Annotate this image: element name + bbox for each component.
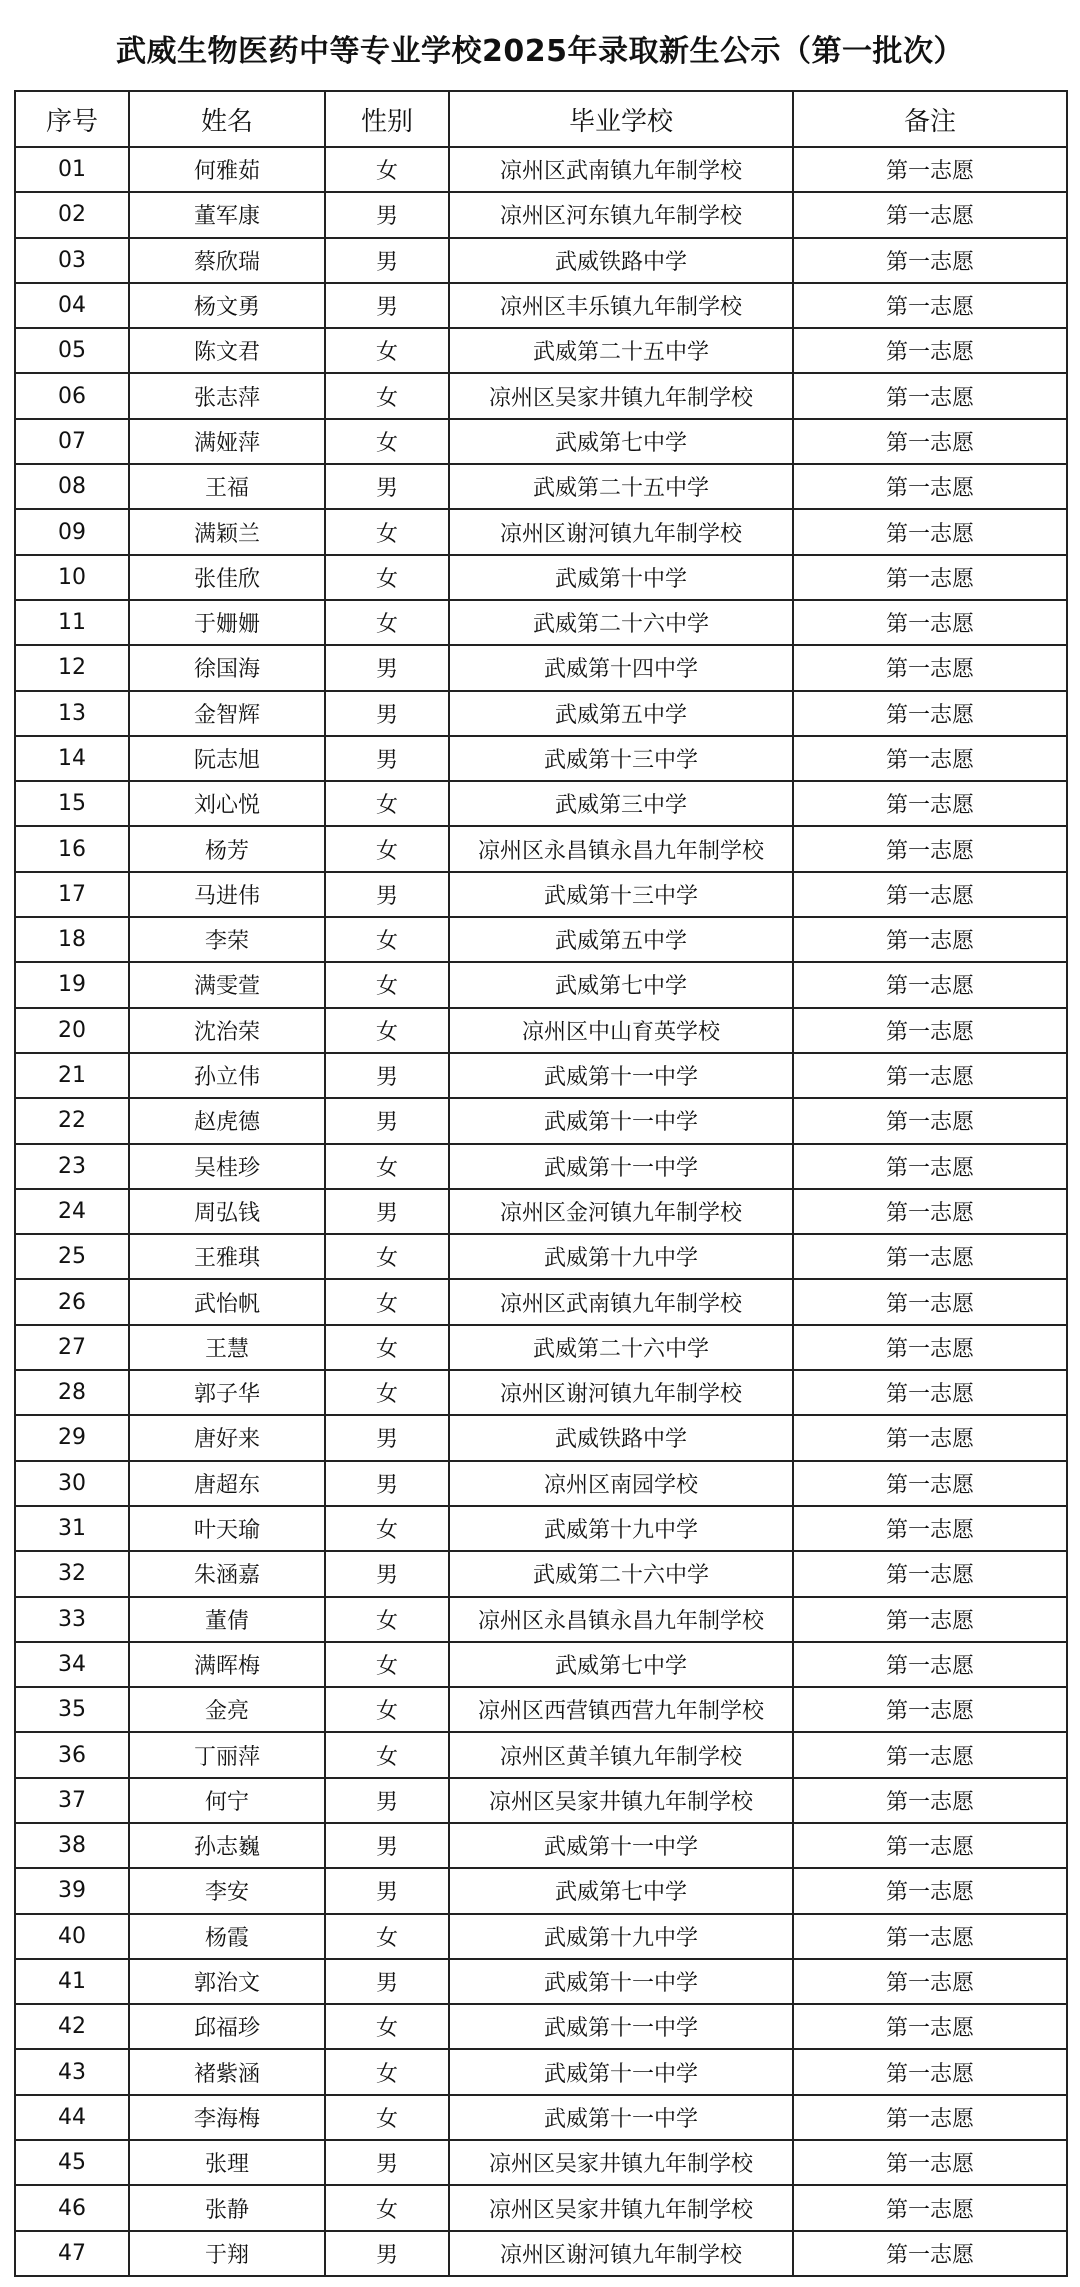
cell-school: 武威第七中学: [449, 962, 793, 1007]
cell-gender: 女: [325, 147, 449, 192]
cell-gender: 男: [325, 645, 449, 690]
document-title: 武威生物医药中等专业学校2025年录取新生公示（第一批次）: [116, 34, 964, 69]
cell-name: 金亮: [129, 1687, 325, 1732]
cell-gender: 女: [325, 2004, 449, 2049]
cell-gender: 女: [325, 1914, 449, 1959]
table-row: [15, 1778, 1067, 1823]
cell-note: 第一志愿: [793, 1370, 1067, 1415]
cell-number: 28: [15, 1370, 129, 1415]
cell-school: 凉州区谢河镇九年制学校: [449, 509, 793, 554]
table-row: [15, 328, 1067, 373]
table-row: [15, 826, 1067, 871]
table-row: [15, 1642, 1067, 1687]
cell-gender: 女: [325, 1642, 449, 1687]
cell-number: 12: [15, 645, 129, 690]
table-row: [15, 691, 1067, 736]
cell-gender: 女: [325, 1325, 449, 1370]
cell-gender: 女: [325, 781, 449, 826]
cell-number: 05: [15, 328, 129, 373]
table-row: [15, 192, 1067, 237]
cell-note: 第一志愿: [793, 1959, 1067, 2004]
cell-school: 武威第十四中学: [449, 645, 793, 690]
cell-gender: 女: [325, 917, 449, 962]
cell-school: 武威第十九中学: [449, 1234, 793, 1279]
cell-school: 武威第十一中学: [449, 2049, 793, 2094]
cell-gender: 女: [325, 600, 449, 645]
cell-school: 武威第十一中学: [449, 1098, 793, 1143]
cell-number: 29: [15, 1415, 129, 1460]
table-row: [15, 781, 1067, 826]
cell-gender: 男: [325, 1461, 449, 1506]
cell-note: 第一志愿: [793, 1687, 1067, 1732]
cell-name: 于翔: [129, 2231, 325, 2276]
cell-number: 25: [15, 1234, 129, 1279]
cell-name: 于姗姗: [129, 600, 325, 645]
cell-gender: 男: [325, 1415, 449, 1460]
cell-number: 33: [15, 1597, 129, 1642]
cell-note: 第一志愿: [793, 1506, 1067, 1551]
header-gender: 性别: [325, 91, 449, 147]
cell-school: 凉州区吴家井镇九年制学校: [449, 1778, 793, 1823]
cell-note: 第一志愿: [793, 283, 1067, 328]
cell-gender: 女: [325, 2095, 449, 2140]
cell-number: 36: [15, 1732, 129, 1777]
cell-gender: 男: [325, 1778, 449, 1823]
table-row: [15, 1597, 1067, 1642]
cell-school: 武威第十一中学: [449, 1823, 793, 1868]
cell-gender: 男: [325, 2140, 449, 2185]
table-row: [15, 238, 1067, 283]
cell-note: 第一志愿: [793, 373, 1067, 418]
cell-number: 41: [15, 1959, 129, 2004]
cell-name: 马进伟: [129, 872, 325, 917]
cell-gender: 女: [325, 1370, 449, 1415]
cell-number: 10: [15, 555, 129, 600]
cell-school: 凉州区谢河镇九年制学校: [449, 2231, 793, 2276]
header-note: 备注: [793, 91, 1067, 147]
cell-school: 武威第二十五中学: [449, 328, 793, 373]
cell-name: 张志萍: [129, 373, 325, 418]
cell-gender: 女: [325, 328, 449, 373]
table-row: [15, 1868, 1067, 1913]
table-row: [15, 1732, 1067, 1777]
cell-school: 武威第五中学: [449, 917, 793, 962]
cell-school: 凉州区西营镇西营九年制学校: [449, 1687, 793, 1732]
cell-school: 武威第十一中学: [449, 2095, 793, 2140]
table-row: [15, 1687, 1067, 1732]
cell-school: 凉州区南园学校: [449, 1461, 793, 1506]
cell-name: 刘心悦: [129, 781, 325, 826]
table-row: [15, 1008, 1067, 1053]
cell-school: 武威第十九中学: [449, 1914, 793, 1959]
cell-number: 21: [15, 1053, 129, 1098]
table-row: [15, 2231, 1067, 2276]
cell-gender: 男: [325, 1098, 449, 1143]
cell-school: 凉州区武南镇九年制学校: [449, 147, 793, 192]
cell-number: 17: [15, 872, 129, 917]
cell-gender: 女: [325, 1144, 449, 1189]
table-row: [15, 373, 1067, 418]
cell-note: 第一志愿: [793, 419, 1067, 464]
cell-note: 第一志愿: [793, 238, 1067, 283]
header-number: 序号: [15, 91, 129, 147]
table-header-row: [15, 91, 1067, 147]
cell-note: 第一志愿: [793, 1234, 1067, 1279]
cell-name: 丁丽萍: [129, 1732, 325, 1777]
cell-school: 武威第十一中学: [449, 2004, 793, 2049]
cell-note: 第一志愿: [793, 872, 1067, 917]
cell-number: 30: [15, 1461, 129, 1506]
cell-school: 凉州区河东镇九年制学校: [449, 192, 793, 237]
cell-school: 武威第十一中学: [449, 1053, 793, 1098]
cell-school: 凉州区丰乐镇九年制学校: [449, 283, 793, 328]
table-row: [15, 1506, 1067, 1551]
cell-note: 第一志愿: [793, 1144, 1067, 1189]
cell-name: 蔡欣瑞: [129, 238, 325, 283]
cell-school: 武威第二十六中学: [449, 600, 793, 645]
table-row: [15, 1823, 1067, 1868]
cell-note: 第一志愿: [793, 1279, 1067, 1324]
cell-name: 王福: [129, 464, 325, 509]
cell-note: 第一志愿: [793, 1461, 1067, 1506]
cell-name: 郭治文: [129, 1959, 325, 2004]
table-row: [15, 1234, 1067, 1279]
cell-note: 第一志愿: [793, 2140, 1067, 2185]
cell-school: 凉州区谢河镇九年制学校: [449, 1370, 793, 1415]
table-row: [15, 2095, 1067, 2140]
cell-school: 武威第三中学: [449, 781, 793, 826]
cell-note: 第一志愿: [793, 1732, 1067, 1777]
header-name: 姓名: [129, 91, 325, 147]
table-row: [15, 464, 1067, 509]
cell-school: 凉州区中山育英学校: [449, 1008, 793, 1053]
cell-note: 第一志愿: [793, 1551, 1067, 1596]
cell-name: 孙立伟: [129, 1053, 325, 1098]
cell-school: 武威第十三中学: [449, 872, 793, 917]
cell-name: 李海梅: [129, 2095, 325, 2140]
cell-name: 孙志巍: [129, 1823, 325, 1868]
cell-name: 朱涵嘉: [129, 1551, 325, 1596]
cell-note: 第一志愿: [793, 2049, 1067, 2094]
cell-name: 张理: [129, 2140, 325, 2185]
cell-school: 凉州区吴家井镇九年制学校: [449, 2140, 793, 2185]
table-row: [15, 2004, 1067, 2049]
cell-school: 武威铁路中学: [449, 1415, 793, 1460]
table-row: [15, 1279, 1067, 1324]
cell-gender: 女: [325, 962, 449, 1007]
table-row: [15, 1370, 1067, 1415]
cell-school: 武威第十中学: [449, 555, 793, 600]
cell-number: 20: [15, 1008, 129, 1053]
cell-school: 凉州区黄羊镇九年制学校: [449, 1732, 793, 1777]
cell-gender: 女: [325, 1506, 449, 1551]
table-row: [15, 147, 1067, 192]
cell-name: 徐国海: [129, 645, 325, 690]
cell-number: 22: [15, 1098, 129, 1143]
table-row: [15, 1098, 1067, 1143]
table-row: [15, 1959, 1067, 2004]
cell-note: 第一志愿: [793, 691, 1067, 736]
table-row: [15, 509, 1067, 554]
cell-name: 阮志旭: [129, 736, 325, 781]
cell-school: 武威第七中学: [449, 1642, 793, 1687]
cell-gender: 女: [325, 373, 449, 418]
table-row: [15, 1144, 1067, 1189]
table-row: [15, 1461, 1067, 1506]
cell-name: 张静: [129, 2185, 325, 2230]
cell-school: 凉州区武南镇九年制学校: [449, 1279, 793, 1324]
cell-number: 24: [15, 1189, 129, 1234]
cell-number: 43: [15, 2049, 129, 2094]
cell-note: 第一志愿: [793, 464, 1067, 509]
cell-note: 第一志愿: [793, 2095, 1067, 2140]
cell-number: 11: [15, 600, 129, 645]
table-row: [15, 872, 1067, 917]
cell-note: 第一志愿: [793, 962, 1067, 1007]
cell-gender: 男: [325, 1868, 449, 1913]
cell-name: 杨芳: [129, 826, 325, 871]
cell-note: 第一志愿: [793, 147, 1067, 192]
admission-table: [14, 90, 1068, 2277]
cell-number: 18: [15, 917, 129, 962]
cell-note: 第一志愿: [793, 645, 1067, 690]
cell-name: 满娅萍: [129, 419, 325, 464]
cell-name: 李荣: [129, 917, 325, 962]
cell-number: 04: [15, 283, 129, 328]
cell-name: 何雅茹: [129, 147, 325, 192]
cell-gender: 男: [325, 872, 449, 917]
cell-gender: 男: [325, 192, 449, 237]
cell-note: 第一志愿: [793, 192, 1067, 237]
cell-number: 01: [15, 147, 129, 192]
table-row: [15, 600, 1067, 645]
cell-number: 19: [15, 962, 129, 1007]
cell-note: 第一志愿: [793, 2004, 1067, 2049]
cell-school: 武威第二十六中学: [449, 1551, 793, 1596]
cell-number: 23: [15, 1144, 129, 1189]
cell-number: 35: [15, 1687, 129, 1732]
cell-note: 第一志愿: [793, 328, 1067, 373]
cell-gender: 男: [325, 238, 449, 283]
cell-number: 26: [15, 1279, 129, 1324]
cell-school: 凉州区金河镇九年制学校: [449, 1189, 793, 1234]
cell-name: 董倩: [129, 1597, 325, 1642]
cell-number: 31: [15, 1506, 129, 1551]
table-row: [15, 2049, 1067, 2094]
cell-note: 第一志愿: [793, 2185, 1067, 2230]
table-row: [15, 2185, 1067, 2230]
cell-name: 张佳欣: [129, 555, 325, 600]
cell-gender: 男: [325, 1189, 449, 1234]
cell-number: 32: [15, 1551, 129, 1596]
cell-gender: 女: [325, 1597, 449, 1642]
cell-note: 第一志愿: [793, 1823, 1067, 1868]
cell-school: 凉州区吴家井镇九年制学校: [449, 373, 793, 418]
cell-name: 金智辉: [129, 691, 325, 736]
cell-note: 第一志愿: [793, 736, 1067, 781]
cell-note: 第一志愿: [793, 781, 1067, 826]
cell-name: 满颖兰: [129, 509, 325, 554]
cell-number: 08: [15, 464, 129, 509]
cell-number: 09: [15, 509, 129, 554]
cell-gender: 男: [325, 464, 449, 509]
table-row: [15, 1551, 1067, 1596]
cell-note: 第一志愿: [793, 1597, 1067, 1642]
cell-note: 第一志愿: [793, 555, 1067, 600]
cell-note: 第一志愿: [793, 1868, 1067, 1913]
cell-school: 武威第十一中学: [449, 1959, 793, 2004]
cell-note: 第一志愿: [793, 1189, 1067, 1234]
cell-number: 06: [15, 373, 129, 418]
cell-number: 42: [15, 2004, 129, 2049]
cell-note: 第一志愿: [793, 600, 1067, 645]
cell-school: 武威铁路中学: [449, 238, 793, 283]
cell-school: 武威第十一中学: [449, 1144, 793, 1189]
cell-note: 第一志愿: [793, 509, 1067, 554]
cell-gender: 男: [325, 1959, 449, 2004]
cell-name: 邱福珍: [129, 2004, 325, 2049]
table-row: [15, 917, 1067, 962]
table-row: [15, 736, 1067, 781]
cell-number: 46: [15, 2185, 129, 2230]
table-row: [15, 419, 1067, 464]
cell-note: 第一志愿: [793, 826, 1067, 871]
cell-school: 武威第七中学: [449, 1868, 793, 1913]
cell-name: 唐好来: [129, 1415, 325, 1460]
cell-gender: 男: [325, 1053, 449, 1098]
cell-gender: 女: [325, 826, 449, 871]
cell-school: 武威第十三中学: [449, 736, 793, 781]
cell-gender: 男: [325, 736, 449, 781]
cell-school: 武威第十九中学: [449, 1506, 793, 1551]
cell-name: 杨霞: [129, 1914, 325, 1959]
cell-gender: 女: [325, 1008, 449, 1053]
table-row: [15, 1415, 1067, 1460]
cell-name: 何宁: [129, 1778, 325, 1823]
cell-name: 周弘钱: [129, 1189, 325, 1234]
table-body: [15, 147, 1067, 2276]
cell-name: 褚紫涵: [129, 2049, 325, 2094]
cell-name: 郭子华: [129, 1370, 325, 1415]
cell-name: 满晖梅: [129, 1642, 325, 1687]
cell-name: 陈文君: [129, 328, 325, 373]
cell-number: 47: [15, 2231, 129, 2276]
cell-gender: 男: [325, 1551, 449, 1596]
table-row: [15, 1914, 1067, 1959]
cell-number: 44: [15, 2095, 129, 2140]
cell-name: 满雯萱: [129, 962, 325, 1007]
cell-note: 第一志愿: [793, 1053, 1067, 1098]
cell-name: 唐超东: [129, 1461, 325, 1506]
cell-number: 45: [15, 2140, 129, 2185]
cell-note: 第一志愿: [793, 1642, 1067, 1687]
cell-name: 杨文勇: [129, 283, 325, 328]
cell-number: 15: [15, 781, 129, 826]
cell-gender: 女: [325, 1687, 449, 1732]
table-row: [15, 283, 1067, 328]
table-row: [15, 1325, 1067, 1370]
cell-note: 第一志愿: [793, 2231, 1067, 2276]
cell-note: 第一志愿: [793, 1778, 1067, 1823]
cell-school: 凉州区永昌镇永昌九年制学校: [449, 826, 793, 871]
cell-name: 王慧: [129, 1325, 325, 1370]
table-row: [15, 2140, 1067, 2185]
cell-number: 39: [15, 1868, 129, 1913]
cell-number: 13: [15, 691, 129, 736]
cell-gender: 女: [325, 1279, 449, 1324]
cell-name: 赵虎德: [129, 1098, 325, 1143]
cell-number: 34: [15, 1642, 129, 1687]
cell-name: 沈治荣: [129, 1008, 325, 1053]
cell-gender: 女: [325, 2049, 449, 2094]
cell-note: 第一志愿: [793, 917, 1067, 962]
cell-number: 07: [15, 419, 129, 464]
cell-name: 李安: [129, 1868, 325, 1913]
cell-school: 凉州区吴家井镇九年制学校: [449, 2185, 793, 2230]
table-row: [15, 645, 1067, 690]
cell-gender: 女: [325, 2185, 449, 2230]
header-school: 毕业学校: [449, 91, 793, 147]
cell-name: 吴桂珍: [129, 1144, 325, 1189]
cell-number: 02: [15, 192, 129, 237]
cell-gender: 女: [325, 555, 449, 600]
table-row: [15, 1189, 1067, 1234]
cell-name: 王雅琪: [129, 1234, 325, 1279]
cell-gender: 男: [325, 283, 449, 328]
table-row: [15, 1053, 1067, 1098]
cell-gender: 女: [325, 419, 449, 464]
cell-school: 凉州区永昌镇永昌九年制学校: [449, 1597, 793, 1642]
cell-school: 武威第二十六中学: [449, 1325, 793, 1370]
cell-number: 27: [15, 1325, 129, 1370]
cell-number: 38: [15, 1823, 129, 1868]
cell-name: 叶天瑜: [129, 1506, 325, 1551]
cell-number: 14: [15, 736, 129, 781]
cell-note: 第一志愿: [793, 1008, 1067, 1053]
cell-gender: 男: [325, 1823, 449, 1868]
cell-school: 武威第五中学: [449, 691, 793, 736]
cell-gender: 男: [325, 691, 449, 736]
cell-gender: 女: [325, 1234, 449, 1279]
cell-name: 武怡帆: [129, 1279, 325, 1324]
cell-number: 40: [15, 1914, 129, 1959]
cell-school: 武威第二十五中学: [449, 464, 793, 509]
cell-school: 武威第七中学: [449, 419, 793, 464]
table-row: [15, 555, 1067, 600]
cell-gender: 男: [325, 2231, 449, 2276]
table-row: [15, 962, 1067, 1007]
cell-note: 第一志愿: [793, 1325, 1067, 1370]
cell-gender: 女: [325, 1732, 449, 1777]
cell-number: 03: [15, 238, 129, 283]
cell-number: 16: [15, 826, 129, 871]
cell-note: 第一志愿: [793, 1098, 1067, 1143]
cell-name: 董军康: [129, 192, 325, 237]
cell-number: 37: [15, 1778, 129, 1823]
cell-note: 第一志愿: [793, 1415, 1067, 1460]
cell-note: 第一志愿: [793, 1914, 1067, 1959]
cell-gender: 女: [325, 509, 449, 554]
